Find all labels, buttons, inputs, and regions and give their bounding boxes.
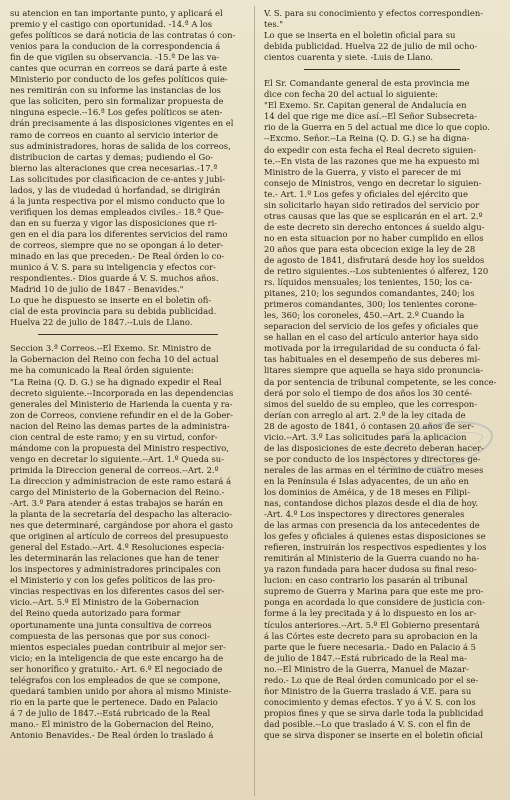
text-line: nas, contandose dichos plazos desde el dia de hoy. <box>264 498 479 509</box>
text-line: ninguna especie.--16.ª Los gefes políticos se aten- <box>10 107 223 118</box>
text-line: refieren, instruirán los respectivos espedientes y los <box>264 542 487 553</box>
text-line: en la Península é Islas adyacentes, de un año en <box>264 475 469 486</box>
text-line: motivada por la irregularidad de su conducta ó fal- <box>264 343 481 354</box>
text-line: nacion del Reino las demas partes de la administra- <box>10 420 230 431</box>
text-line: respondientes.- Dios guarde á V. S. muchos años. <box>10 273 219 284</box>
text-line: minado en las que preceden.- De Real órden lo co- <box>10 251 225 262</box>
text-line: de este decreto sin derecho entonces á sueldo algu- <box>264 221 485 232</box>
text-line: debida publicidad. Huelva 22 de julio de mil ocho- <box>264 41 478 52</box>
text-line: litares siempre que aquella se haya sido pronuncia- <box>264 365 484 376</box>
text-line: tes." <box>264 19 284 30</box>
text-line: distribucion de cartas y demas; pudiendo el Go- <box>10 151 214 162</box>
text-line: que se sirva disponer se inserte en el boletin oficial <box>264 730 483 740</box>
left-block-1 <box>10 8 246 328</box>
text-line: tas habituales en el desempeño de sus deberes mi- <box>264 354 480 365</box>
section-divider-right <box>304 69 460 70</box>
text-line: remitirán al Ministerio de la Guerra cuando no ha- <box>264 553 480 564</box>
text-line: premio y el castigo con oportunidad. -14.ª A los <box>10 19 213 30</box>
text-line: supremo de Guerra y Marina para que este me pro- <box>264 586 484 597</box>
text-line: la planta de la secretaría del despacho las alteracio- <box>10 509 232 520</box>
text-line: cantes que ocurran en correos se dará parte á este <box>10 63 228 74</box>
text-line: tículos anteriores.--Art. 5.º El Gobierno presentará <box>264 619 480 630</box>
text-line: de las disposiciones de este decreto deberan hacer- <box>264 442 484 453</box>
text-line: rio en la parte que le pertenece. Dado en Palacio <box>10 696 218 707</box>
text-line: los gefes y oficiales á quienes estas disposiciones se <box>264 531 486 542</box>
text-line: compuesta de las personas que por sus conoci- <box>10 630 210 641</box>
text-line: venios para la conducion de la correspondencia á <box>10 41 221 52</box>
left-column <box>10 8 246 741</box>
text-line: mano.- El ministro de la Gobernacion del Reino, <box>10 718 214 729</box>
text-line: no.--El Ministro de la Guerra, Manuel de Mazar- <box>264 663 469 674</box>
text-line: decreto siguiente.--Incorporada en las dependencias <box>10 387 234 398</box>
text-line: primida la Direccion general de correos.--Art. 2.º <box>10 464 219 475</box>
right-block-1 <box>264 8 500 63</box>
text-line: te.--En vista de las razones que me ha expuesto mi <box>264 155 480 166</box>
text-line: les determinarán las relaciones que han de tener <box>10 553 219 564</box>
text-line: 28 de agosto de 1841, ó contasen 20 años de ser- <box>264 420 474 431</box>
left-block-2 <box>10 343 246 741</box>
text-line: -Art. 3.º Para atender á estas trabajos se harán en <box>10 498 224 509</box>
text-line: oportunamente una junta consultiva de correos <box>10 619 212 630</box>
text-line: --Excmo. Señor.--La Reina (Q. D. G.) se ha digna- <box>264 133 470 144</box>
text-line: ponga en acordada lo que considere de justicia con- <box>264 597 486 608</box>
text-line: La direccion y administracion de este ramo estará á <box>10 475 232 486</box>
text-line: telégrafos con los empleados de que se compone, <box>10 674 221 685</box>
text-line: pitanes, 210; los segundos comandantes, 240; los <box>264 288 475 299</box>
text-line: conocimiento y demas efectos. Y yo á V. S. con los <box>264 696 476 707</box>
text-line: de retiro siguientes.--Los subtenientes ó alferez, 120 <box>264 266 489 277</box>
text-line: te.- Art. 1.º Los gefes y oficiales del ejército que <box>264 188 469 199</box>
text-line: Ministerio por conducto de los gefes políticos quie- <box>10 74 228 85</box>
text-line: Seccion 3.ª Correos.--El Exemo. Sr. Ministro de <box>10 343 212 354</box>
text-line: derían con arreglo al art. 2.º de la ley citada de <box>264 409 466 420</box>
text-line: nes que determinaré, cargándose por ahora el gasto <box>10 520 233 531</box>
text-line: 14 del que rige me dice así.--El Señor Subsecreta- <box>264 111 478 122</box>
text-line: propios fines y que se sirva darle toda la publicidad <box>264 707 484 718</box>
text-line: me ha comunicado la Real órden siguiente: <box>10 365 194 376</box>
text-line: ya razon fundada para hacer dudosa su final reso- <box>264 564 477 575</box>
text-line: á la junta respectiva por el mismo conducto que lo <box>10 195 225 206</box>
text-line: la Gobernacion del Reino con fecha 10 del actual <box>10 354 219 365</box>
text-line: del Reino queda autorizado para formar <box>10 608 181 619</box>
text-line: Huelva 22 de julio de 1847.--Luis de Llano. <box>10 317 193 328</box>
text-line: separacion del servicio de los gefes y oficiales que <box>264 321 479 332</box>
text-line: mientos especiales puedan contribuir al mejor ser- <box>10 641 226 652</box>
text-line: gefes políticos se dará noticia de las contratas ó con- <box>10 30 236 41</box>
text-line: vicio.--Art. 3.º Las solicitudes para la aplicacion <box>264 431 467 442</box>
text-line: "La Reina (Q. D. G.) se ha dignado expedir el Real <box>10 376 222 387</box>
text-line: sus administradores, horas de salida de los correos, <box>10 140 231 151</box>
text-line: lucion: en caso contrario los pasarán al tribunal <box>264 575 468 586</box>
text-line: no en esta situacion por no haber cumplido en ellos <box>264 232 484 243</box>
text-line: El Sr. Comandante general de esta provincia me <box>264 78 470 89</box>
text-line: gen en el dia para los diferentes servicios del ramo <box>10 228 228 239</box>
text-line: dad posible.--Lo que traslado á V. S. con el fin de <box>264 718 471 729</box>
text-line: de las armas con presencia da los antecedentes de <box>264 520 480 531</box>
text-line: sin solicitarlo hayan sido retirados del servicio por <box>264 199 480 210</box>
text-line: Lo que he dispuesto se inserte en el boletin ofi- <box>10 295 212 306</box>
text-line: da por sentencia de tribunal competente, se les conce- <box>264 376 497 387</box>
text-line: el Ministerio y con los gefes políticos de las pro- <box>10 575 216 586</box>
text-line: dan en su fuerza y vigor las disposiciones que ri- <box>10 217 218 228</box>
text-line: parte que le fuere necesaria.- Dado en Palacio á 5 <box>264 641 476 652</box>
section-divider-left <box>38 334 218 335</box>
text-line: lados, y las de viudedad ú horfandad, se dirigirán <box>10 184 221 195</box>
text-line: vicio.--Art. 5.º El Ministro de la Gobernacion <box>10 597 200 608</box>
text-line: los inspectores y administradores principales con <box>10 564 221 575</box>
text-line: ramo de correos en cuanto al servicio interior de <box>10 129 219 140</box>
text-line: forme á la ley precitada y á lo dispuesto en los ar- <box>264 608 477 619</box>
text-line: se por conducto de los inspectores y directores ge- <box>264 453 481 464</box>
text-line: les, 360; los coroneles, 450.--Art. 2.º Cuando la <box>264 310 465 321</box>
text-line: do expedir con esta fecha el Real decreto siguien- <box>264 144 477 155</box>
text-line: redo.- Lo que de Real órden comunicado por el se- <box>264 674 479 685</box>
text-line: Las solicitudes por clasificacion de ce-antes y jubi- <box>10 173 226 184</box>
text-line: rs. líquidos mensuales; los tenientes, 150; los ca- <box>264 277 473 288</box>
text-line: Antonio Benavides.- De Real órden lo traslado á <box>10 730 214 740</box>
text-line: V. S. para su conocimiento y efectos correspondien- <box>264 8 484 18</box>
text-line: que las soliciten, pero sin formalizar propuesta de <box>10 96 224 107</box>
text-line: drán precisamente á las disposiciones vigentes en el <box>10 118 234 129</box>
text-line: 20 años que para esta obcecion exige la ley de 28 <box>264 243 476 254</box>
text-line: rio de la Guerra en 5 del actual me dice lo que copio. <box>264 122 490 133</box>
text-line: su atencion en tan importante punto, y aplicará el <box>10 8 223 18</box>
text-line: nes remitirán con su informe las instancias de los <box>10 85 221 96</box>
text-line: quedará tambien unido por ahora al mismo Ministe- <box>10 685 232 696</box>
text-line: vincias respectivas en los diferentes casos del ser- <box>10 586 225 597</box>
text-line: otras causas que las que se esplicarán en el art. 2.º <box>264 210 483 221</box>
text-line: Madrid 10 de julio de 1847 - Benavides." <box>10 284 184 295</box>
text-line: vengo en decretar lo siguiente.--Art. 1.º Queda su- <box>10 453 225 464</box>
text-line: se hallan en el caso del artículo anterior haya sido <box>264 332 479 343</box>
right-block-2 <box>264 78 500 741</box>
text-line: -Art. 4.º Los inspectores y directores generales <box>264 509 465 520</box>
text-line: mándome con la propuesta del Ministro respectivo, <box>10 442 229 453</box>
text-line: simos del sueldo de su empleo, que les correspon- <box>264 398 478 409</box>
text-line: de julio de 1847.--Está rubricado de la Real ma- <box>264 652 467 663</box>
text-line: ñor Ministro de la Guerra traslado á V.E. para su <box>264 685 472 696</box>
text-line: cial de esta provincia para su debida publicidad. <box>10 306 217 317</box>
text-line: de correos, siempre que no se opongan á lo deter- <box>10 239 224 250</box>
text-line: general del Estado.--Art. 4.º Resoluciones especia- <box>10 542 225 553</box>
text-line: cientos cuarenta y siete. -Luis de Llano. <box>264 52 434 63</box>
text-line: fin de que vigilen su observancia. -15.ª De las va- <box>10 52 220 63</box>
text-line: nerales de las armas en el término de cuatro meses <box>264 464 484 475</box>
text-line: á 7 de julio de 1847.--Está rubricado de la Real <box>10 707 211 718</box>
text-line: Lo que se inserta en el boletin oficial para su <box>264 30 456 41</box>
text-line: los dominios de Améica, y de 18 meses en Filipi- <box>264 486 470 497</box>
text-line: munico á V. S. para su inteligencia y efectos cor- <box>10 262 217 273</box>
text-line: ser honorífico y gratuito.- Art. 6.º El negociado de <box>10 663 223 674</box>
text-line: verifiquen los demas empleados civiles.- 18.ª Que- <box>10 206 224 217</box>
text-line: zon de Correos, conviene refundir en el de la Gober- <box>10 409 234 420</box>
text-line: derá por solo el tiempo de dos años los 30 centé- <box>264 387 472 398</box>
text-line: dice con fecha 20 del actual lo siguiente: <box>264 89 438 100</box>
text-line: vicio; en la inteligencia de que este encargo ha de <box>10 652 224 663</box>
text-line: á las Córtes este decreto para su aprobacion en la <box>264 630 478 641</box>
column-divider <box>254 6 255 796</box>
text-line: bierno las alteraciones que crea necesarias.-17.ª <box>10 162 218 173</box>
text-line: de agosto de 1841, disfrutará desde hoy los sueldos <box>264 254 485 265</box>
text-line: generales del Ministerio de Harienda la cuenta y ra- <box>10 398 233 409</box>
text-line: que originen al artículo de correos del presupuesto <box>10 531 229 542</box>
text-line: Ministro de la Guerra, y visto el parecer de mi <box>264 166 462 177</box>
text-line: cargo del Ministerio de la Gobernacion del Reino.- <box>10 486 225 497</box>
text-line: cion central de este ramo; y en su virtud, confor- <box>10 431 218 442</box>
text-line: primeros comandantes, 300; los tenientes corone- <box>264 299 477 310</box>
text-line: "El Exemo. Sr. Capitan general de Andalucía en <box>264 100 467 111</box>
text-line: consejo de Ministros, vengo en decretar lo siguien- <box>264 177 482 188</box>
right-column <box>264 8 500 741</box>
